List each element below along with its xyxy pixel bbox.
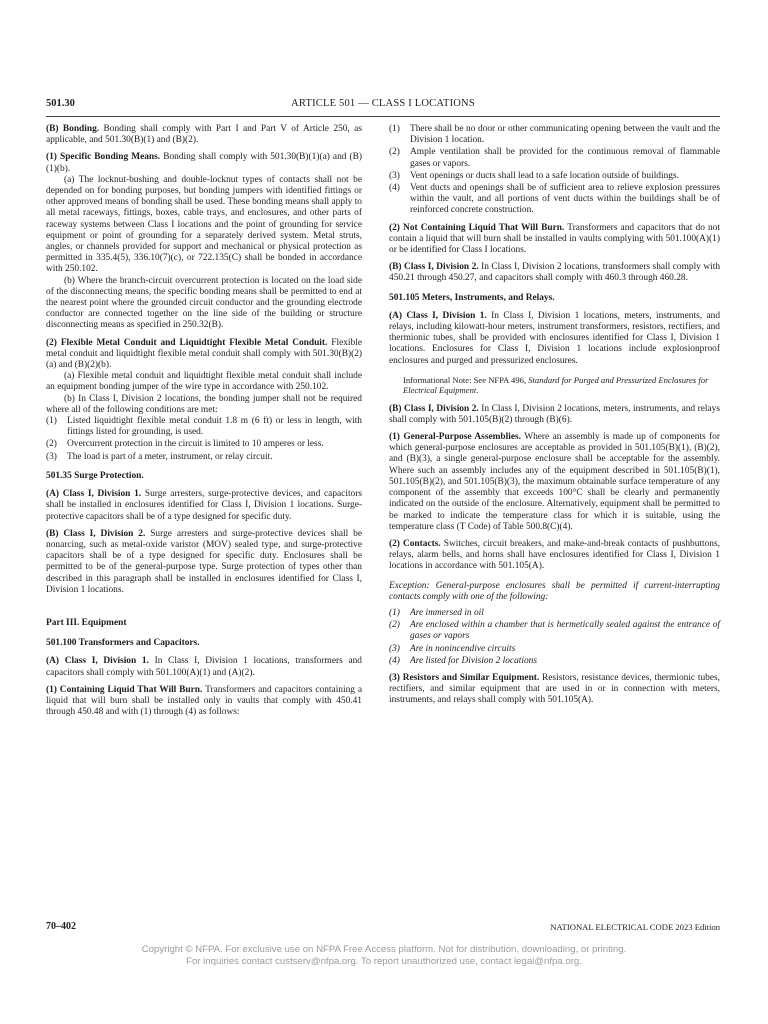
flexible-conduit-heading: (2) Flexible Metal Conduit and Liquidtight Flexible Metal Conduit. (46, 337, 328, 348)
informational-note-lead: Informational Note: See NFPA 496, (403, 374, 529, 385)
flexible-conduit-b: (b) In Class I, Division 2 locations, the bonding jumper shall not be required where all of the following conditions are met: (46, 393, 362, 415)
general-purpose-heading: (1) General-Purpose Assemblies. (389, 432, 522, 443)
page-number: 70–402 (46, 921, 76, 932)
list-item (389, 644, 720, 655)
list-item (389, 183, 720, 217)
list-item-text: Are listed for Division 2 locations (410, 655, 537, 666)
flexible-conduit-paragraph (46, 338, 362, 372)
list-item-number: (3) (46, 451, 57, 462)
flexible-conduit-text: Flexible metal conduit and liquidtight flexible metal conduit shall comply with 501.30(B)(2)(a) and (B)(2)(b). (46, 337, 362, 371)
list-item-text: The load is part of a meter, instrument, or relay circuit. (67, 451, 273, 462)
list-item-number: (2) (46, 439, 57, 450)
list-item-number: (2) (389, 620, 400, 631)
transformers-div1-text: In Class I, Division 1 locations, transformers and capacitors shall comply with 501.100(A)(1) and (A)(2). (46, 656, 362, 678)
transformers-div2-text: In Class I, Division 2 locations, transformers shall comply with 450.21 through 450.27, and capacitors shall comply with 460.3 through 460.28. (389, 262, 721, 284)
flexible-conditions-list (46, 416, 362, 463)
meters-div1-paragraph (389, 311, 720, 367)
list-item-text: Are in nonincendive circuits (410, 643, 516, 654)
copyright-line-2: For inquiries contact custserv@nfpa.org. To report unauthorized use, contact legal@nfpa.org. (186, 956, 582, 967)
exception-list (389, 608, 720, 667)
list-item-number: (1) (389, 607, 400, 618)
list-item-number: (2) (389, 147, 400, 158)
code-edition: NATIONAL ELECTRICAL CODE 2023 Edition (550, 922, 720, 932)
bonding-text: Bonding shall comply with Part I and Part V of Article 250, as applicable, and 501.30(B)(1) and (B)(2). (46, 124, 362, 146)
list-item-text: Vent openings or ducts shall lead to a safe location outside of buildings. (410, 170, 679, 181)
list-item (389, 656, 720, 667)
list-item-number: (4) (389, 183, 400, 194)
list-item (389, 608, 720, 619)
list-item-number: (1) (389, 124, 400, 134)
bonding-paragraph (46, 124, 362, 146)
informational-note-end: . (476, 385, 479, 396)
not-containing-heading: (2) Not Containing Liquid That Will Burn. (389, 222, 565, 233)
specific-bonding-a: (a) The locknut-bushing and double-locknut types of contacts shall not be depended on for bonding purposes, but bonding jumpers with identified fittings or other approved means of bonding shall be used. These bonding means shall apply to all metal raceways, fittings, boxes, cable trays, and enclosures, and other parts of raceway systems between Class I locations and the point of grounding for service equipment or point of grounding for a separately derived system. Metal struts, angles, or channels provided for support and mechanical or physical protection as permitted in 335.4(5), 336.10(7)(c), or 722.135(C) shall be bonded in accordance with 250.102. (46, 174, 362, 275)
vault-requirements-list (389, 124, 720, 217)
transformers-div1-paragraph (46, 656, 362, 678)
resistors-heading: (3) Resistors and Similar Equipment. (389, 672, 540, 683)
meters-div2-paragraph (389, 404, 720, 426)
meters-div2-text: In Class I, Division 2 locations, meters, instruments, and relays shall comply with 501.105(B)(2) through (B)(6). (389, 403, 720, 425)
not-containing-text: Transformers and capacitors that do not contain a liquid that will burn shall be installed in vaults complying with 501.100(A)(1) or be identified for Class I locations. (389, 222, 720, 256)
contacts-heading: (2) Contacts. (389, 538, 441, 549)
general-purpose-text: Where an assembly is made up of components for which general-purpose enclosures are acceptable as provided in 501.105(B)(1), (B)(2), and (B)(3), a single general-purpose enclosure shall be acceptable for the assembly. Where such an assembly includes any of the equipment described in 501.105(B)(1), 501.105(B)(2), and 501.105(B)(3), the maximum obtainable surface temperature of any component of the assembly that exceeds 100°C shall be clearly and permanently indicated on the outside of the enclosure. Alternatively, equipment shall be permitted to be marked to indicate the temperature class for which it is suitable, using the temperature class (T Code) of Table 500.8(C)(4). (389, 432, 720, 532)
informational-note (403, 375, 720, 396)
header-article-title: ARTICLE 501 — CLASS I LOCATIONS (291, 98, 475, 109)
transformers-div1-heading: (A) Class I, Division 1. (46, 656, 149, 667)
contacts-paragraph (389, 539, 720, 573)
meters-div1-heading: (A) Class I, Division 1. (389, 310, 487, 321)
surge-div1-heading: (A) Class I, Division 1. (46, 489, 142, 500)
meters-div2-heading: (B) Class I, Division 2. (389, 403, 479, 414)
transformers-div2-heading: (B) Class I, Division 2. (389, 262, 479, 273)
surge-protection-title: 501.35 Surge Protection. (46, 470, 144, 481)
specific-bonding-paragraph (46, 152, 362, 174)
list-item-text: Are enclosed within a chamber that is hermetically sealed against the entrance of gases or vapors (410, 620, 720, 642)
containing-liquid-text: Transformers and capacitors containing a liquid that will burn shall be installed only in vaults that comply with 450.41 through 450.48 and with (1) through (4) as follows: (46, 684, 362, 718)
list-item (389, 147, 720, 169)
containing-liquid-paragraph (46, 685, 362, 719)
list-item-number: (1) (46, 416, 57, 427)
right-column (389, 124, 720, 713)
not-containing-paragraph (389, 223, 720, 257)
list-item-text: Overcurrent protection in the circuit is limited to 10 amperes or less. (67, 439, 324, 450)
copyright-notice (0, 944, 768, 968)
transformers-div2-paragraph (389, 262, 720, 284)
specific-bonding-b: (b) Where the branch-circuit overcurrent protection is located on the load side of the disconnecting means, the specific bonding means shall be permitted to end at the nearest point where the grounded circuit conductor and the grounding electrode conductor are connected together on the line side of the building or structure disconnecting means as specified in 250.32(B). (46, 275, 362, 331)
list-item (389, 171, 720, 182)
surge-div2-heading: (B) Class I, Division 2. (46, 528, 146, 539)
list-item-text: There shall be no door or other communicating opening between the vault and the Division 1 location. (410, 124, 720, 146)
informational-note-title: Standard for Purged and Pressurized Enclosures for Electrical Equipment (403, 374, 709, 396)
exception-text: Exception: General-purpose enclosures shall be permitted if current-interrupting contacts comply with one of the following: (389, 580, 720, 602)
transformers-title: 501.100 Transformers and Capacitors. (46, 638, 200, 649)
list-item (389, 124, 720, 146)
list-item (46, 416, 362, 438)
resistors-text: Resistors, resistance devices, thermionic tubes, rectifiers, and similar equipment that are used in or in connection with meters, instruments, and relays shall comply with 501.105(A). (389, 672, 720, 706)
left-column (46, 124, 362, 724)
list-item (389, 620, 720, 642)
page-header (46, 98, 720, 114)
list-item-number: (3) (389, 643, 400, 654)
list-item-number: (3) (389, 170, 400, 181)
list-item-text: Are immersed in oil (410, 607, 484, 618)
bonding-heading: (B) Bonding. (46, 124, 100, 134)
specific-bonding-text: Bonding shall comply with 501.30(B)(1)(a) and (B)(1)(b). (46, 152, 363, 174)
list-item-number: (4) (389, 655, 400, 666)
surge-div1-text: Surge arresters, surge-protective devices, and capacitors shall be installed in enclosures identified for Class I, Division 1 locations. Surge-protective capacitors shall be of a type designed for specific duty. (46, 489, 363, 522)
list-item-text: Listed liquidtight flexible metal conduit 1.8 m (6 ft) or less in length, with fittings listed for grounding, is used. (67, 416, 362, 438)
surge-div1-paragraph (46, 489, 362, 523)
surge-div2-text: Surge arresters and surge-protective devices shall be nonarcing, such as metal-oxide varistor (MOV) sealed type, and surge-protective capacitors shall be of a type designed for specific duty. Enclosures shall be permitted to be of the general-purpose type. Surge protection of types other than described in this paragraph shall be installed in enclosures identified for Class I, Division 1 locations. (46, 528, 363, 595)
meters-div1-text: In Class I, Division 1 locations, meters, instruments, and relays, including kilowatt-hour meters, instrument transformers, resistors, rectifiers, and thermionic tubes, shall be provided with enclosures identified for Class I, Division 1 locations. Enclosures for Class I, Division 1 locations include explosionproof enclosures and purged and pressurized enclosures. (389, 310, 721, 366)
header-rule (46, 116, 720, 117)
containing-liquid-heading: (1) Containing Liquid That Will Burn. (46, 684, 203, 695)
resistors-paragraph (389, 673, 720, 707)
list-item (46, 452, 362, 463)
specific-bonding-heading: (1) Specific Bonding Means. (46, 152, 161, 163)
list-item-text: Ample ventilation shall be provided for the continuous removal of flammable gases or vapors. (410, 147, 720, 169)
copyright-line-1: Copyright © NFPA. For exclusive use on NFPA Free Access platform. Not for distribution, downloading, or printing. (141, 944, 627, 955)
list-item (46, 439, 362, 450)
contacts-text: Switches, circuit breakers, and make-and-break contacts of pushbuttons, relays, alarm bells, and horns shall have enclosures identified for Class I, Division 1 locations in accordance with 501.105(A). (389, 538, 720, 572)
header-section-number: 501.30 (46, 98, 75, 109)
general-purpose-paragraph (389, 432, 720, 533)
flexible-conduit-a: (a) Flexible metal conduit and liquidtight flexible metal conduit shall include an equipment bonding jumper of the wire type in accordance with 250.102. (46, 371, 362, 393)
part-title: Part III. Equipment (46, 617, 127, 628)
list-item-text: Vent ducts and openings shall be of sufficient area to relieve explosion pressures within the vault, and all portions of vent ducts within the buildings shall be of reinforced concrete construction. (410, 183, 720, 216)
meters-title: 501.105 Meters, Instruments, and Relays. (389, 292, 555, 303)
surge-div2-paragraph (46, 529, 362, 596)
